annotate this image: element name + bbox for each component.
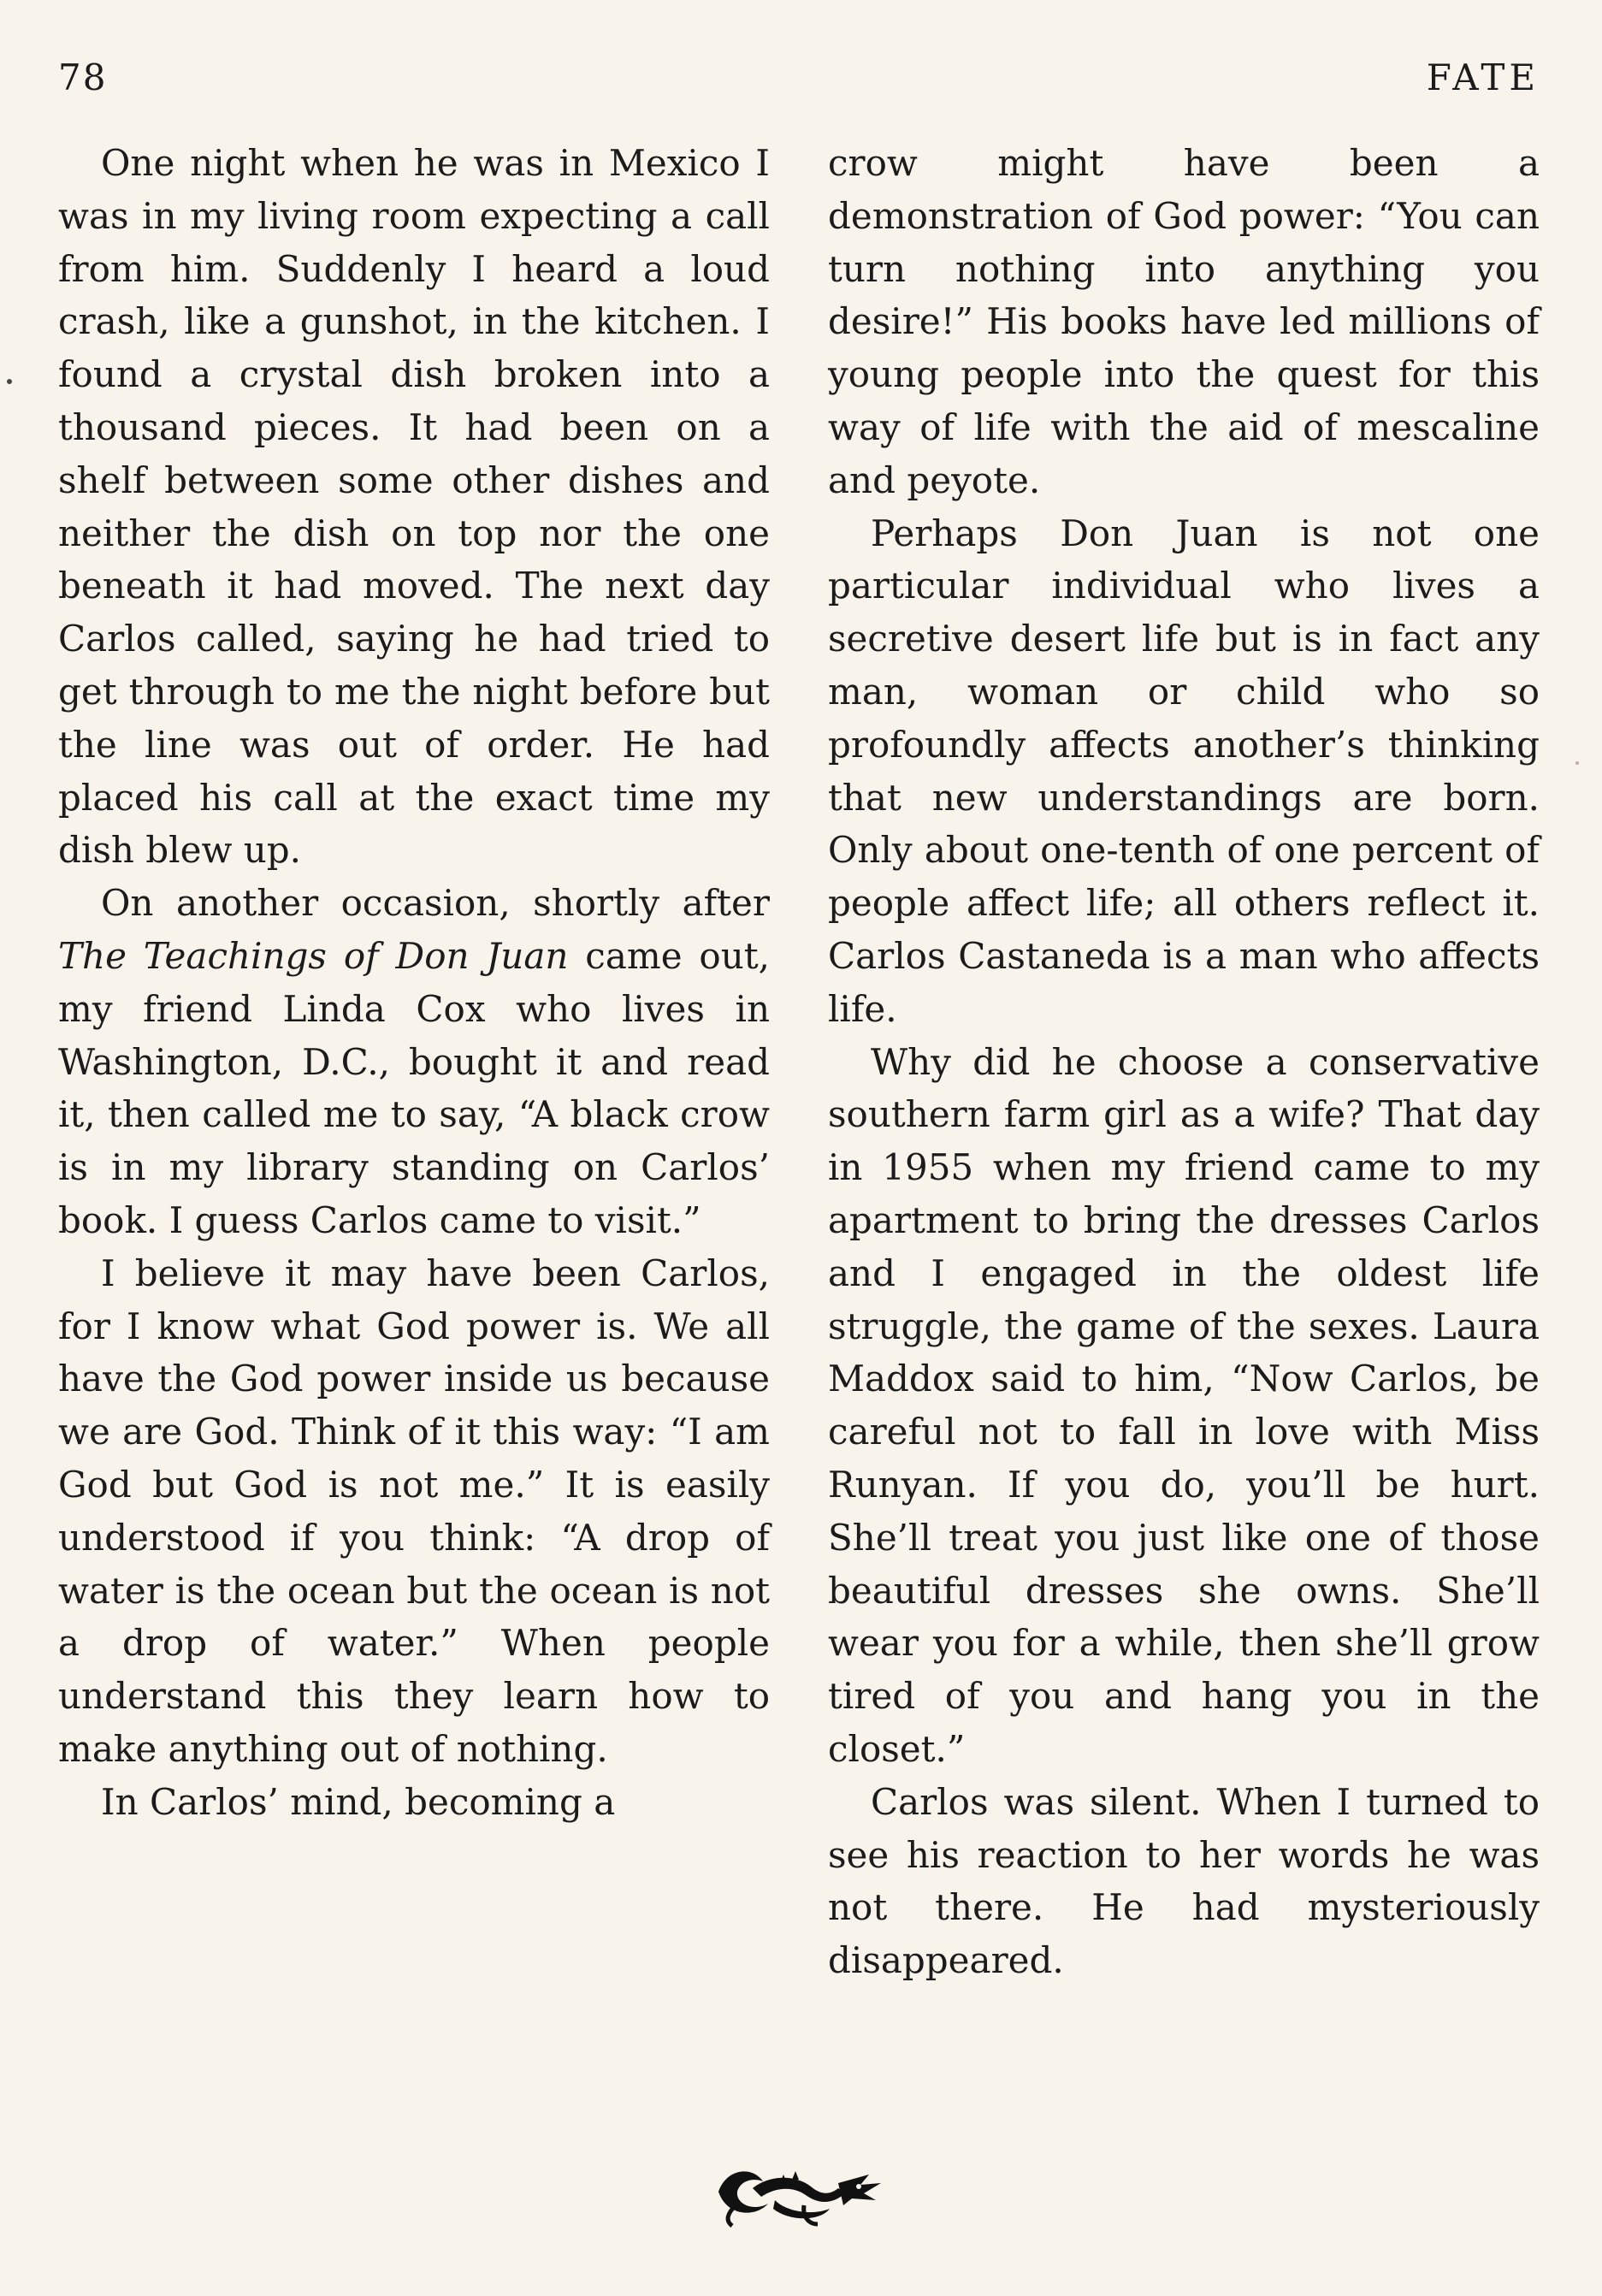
book-title: The Teachings of Don Juan [58,934,569,977]
right-column [828,137,1540,1987]
right-paragraph-2: Perhaps Don Juan is not one particular individual who lives a secretive desert life but is in fact any man, woman or child who so profoundly affects another’s thinking that new understandings are born. Only about one-tenth of one percent of people affect life; all others reflect it. Carlos Castaneda is a man who affects life. [828,512,1540,1030]
right-paragraph-3: Why did he choose a conservative southern farm girl as a wife? That day in 1955 when my friend came to my apartment to bring the dresses Carlos and I engaged in the oldest life struggle, the game of the sexes. Laura Maddox said to him, “Now Carlos, be careful not to fall in love with Miss Runyan. If you do, you’ll be hurt. She’ll treat you just like one of those beautiful dresses she owns. She’ll wear you for a while, then she’ll grow tired of you and hang you in the closet.” [828,1040,1540,1770]
running-head [58,56,1540,108]
left-paragraph-3: I believe it may have been Carlos, for I know what God power is. We all have the God power inside us because we are God. Think of it this way: “I am God but God is not me.” It is easily understood if you think: “A drop of water is the ocean but the ocean is not a drop of water.” When people understand this they learn how to make anything out of nothing. [58,1252,770,1770]
left-paragraph-1: One night when he was in Mexico I was in my living room expecting a call from him. Suddenly I heard a loud crash, like a gunshot, in the kitchen. I found a crystal dish broken into a thousand pieces. It had been on a shelf between some other dishes and neither the dish on top nor the one beneath it had moved. The next day Carlos called, saying he had tried to get through to me the night before but the line was out of order. He had placed his call at the exact time my dish blew up. [58,142,770,872]
right-paragraph-4: Carlos was silent. When I turned to see his reaction to her words he was not there. He had mysteriously disappeared. [828,1780,1540,1982]
stray-mark [1575,761,1579,765]
left-paragraph-4: In Carlos’ mind, becoming a [101,1780,616,1823]
right-paragraph-1: crow might have been a demonstration of God power: “You can turn nothing into anything you desire!” His books have led millions of young people into the quest for this way of life with the aid of mescaline and peyote. [828,142,1540,501]
left-paragraph-2 [58,877,770,1247]
left-paragraph-2-text-a: On another occasion, shortly after [101,882,770,925]
left-column [58,137,770,1829]
left-paragraph-2-text-b: came out, my friend Linda Cox who lives in Washington, D.C., bought it and read it, then called me to say, “A black crow is in my library standing on Carlos’ book. I guess Carlos came to visit.” [58,934,770,1241]
end-of-article-ornament-icon [701,2149,898,2234]
magazine-title: FATE [1426,56,1540,98]
stray-mark [7,379,12,384]
page-number: 78 [58,56,108,98]
